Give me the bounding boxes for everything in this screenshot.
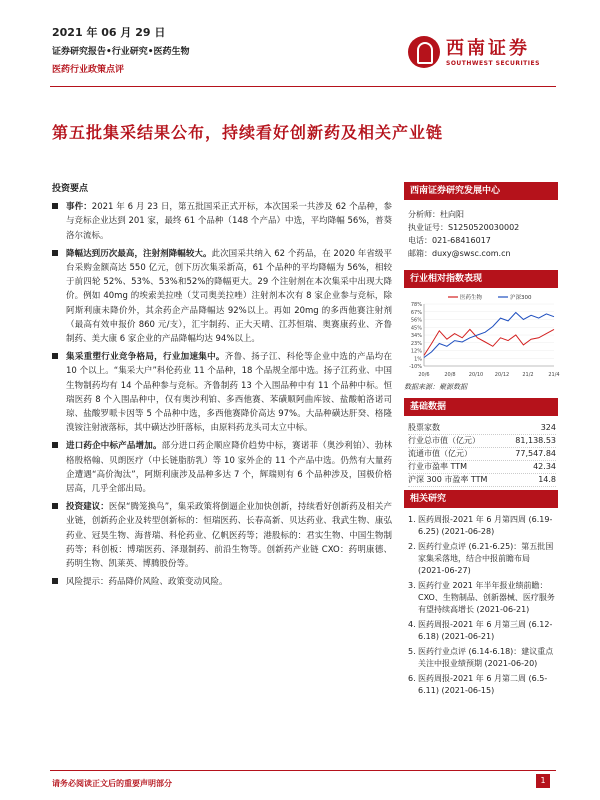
paragraph-lead: 进口药企中标产品增加。 [66,441,162,452]
basic-data-label: 流通市值（亿元） [408,449,472,458]
x-tick-label: 20/8 [444,372,456,378]
chart-source: 数据来源：聚源数据 [404,383,467,391]
y-tick-label: 56% [410,317,422,324]
basic-data-panel [404,398,558,487]
x-tick-label: 21/4 [548,372,560,378]
related-report-link[interactable] [408,646,558,670]
paragraph-text: 部分进口药企顺应降价趋势中标，赛诺菲（奥沙利铂）、勃林格殷格翰、贝朗医疗（中长链脂肪乳）等 10 家外企的 11 个产品中选。仍然有大量药企遭遇“高价淘汰”，阿斯利康涉及品种多达 7 个，辉瑞则有 6 个品种涉及，国极价格居高，几乎全部出局。 [66,441,392,495]
summary-paragraph [52,575,392,589]
paragraph-lead: 集采重塑行业竞争格局，行业加速集中。 [66,352,225,363]
y-tick-label: 45% [410,325,422,332]
paragraph-lead: 事件： [66,202,92,213]
related-report-text: 医药周报-2021 年 6 月第三周 (6.12-6.18) (2021-06-21) [418,620,553,641]
y-tick-label: 34% [410,333,422,339]
logo-text-cn: 西南证券 [446,38,530,59]
summary-paragraph [52,247,392,346]
related-report-number: 5. [408,647,416,656]
legend-label: 医药生物 [460,295,483,301]
basic-data-row [408,461,556,474]
basic-data-label: 股票家数 [408,423,440,432]
analyst-cert: 执业证号：S1250520030002 [408,223,520,232]
analyst-name: 分析师：杜向阳 [408,210,464,219]
related-report-link[interactable] [408,580,558,616]
related-report-text: 医药周报-2021 年 6 月第二周 (6.5-6.11) (2021-06-15) [418,674,548,695]
analyst-box [404,182,558,264]
related-report-link[interactable] [408,673,558,697]
series-line-0 [424,329,554,355]
x-tick-label: 20/10 [468,372,484,378]
basic-data-row [408,474,556,487]
summary-paragraph [52,439,392,496]
bullet-icon [52,503,58,509]
institution-title: 西南证券研究发展中心 [404,182,558,200]
summary-paragraph [52,500,392,571]
basic-data-label: 行业总市值（亿元） [408,436,480,445]
logo-text-en: SOUTHWEST SECURITIES [446,60,540,67]
report-date: 2021 年 06 月 29 日 [52,26,166,39]
y-tick-label: 12% [410,348,422,355]
related-report-link[interactable] [408,619,558,643]
related-report-text: 医药行业 2021 年半年报业绩前瞻：CXO、生物制品、创新器械、医疗服务有望持续高增长 (2021-06-21) [418,581,555,614]
paragraph-text: 此次国采共纳入 62 个药品，在 2020 年省级平台采购金额高达 550 亿元，创下历次集采新高，61 个品种的平均降幅为 56%，相较于前四轮 52%、53%、53%和52%的降幅更大。29 个注射剂在本次集采中出现大降价。例如 40mg 的埃索美拉唑（艾司奥美拉唑）注射剂本次有 8 家企业参与竞标，除阿斯利康未降价外，其余药企产品降幅达 92%以上。再如 20mg 的多西他赛注射剂（最高有效申报价 860 元/支），汇宇制药、正大天晴、江苏恒瑞、奥赛康药业、齐鲁制药、美大康 6 家企业的产品降幅均达 94%以上。 [66,248,392,345]
basic-data-label: 沪深 300 市盈率 TTM [408,475,488,484]
basic-data-row [408,435,556,448]
bullet-icon [52,353,58,359]
bullet-icon [52,442,58,448]
disclaimer-note: 请务必阅读正文后的重要声明部分 [52,779,172,788]
analyst-email[interactable]: 邮箱：duxy@swsc.com.cn [408,249,511,258]
related-report-number: 2. [408,542,416,551]
bullet-icon [52,203,58,209]
investment-summary [52,182,392,593]
related-research-panel [404,490,558,700]
page-number: 1 [536,774,550,788]
footer-divider [50,770,556,771]
summary-heading: 投资要点 [52,184,89,194]
basic-data-row [408,448,556,461]
bullet-icon [52,250,58,256]
basic-data-row [408,422,556,435]
basic-data-value: 324 [540,423,556,432]
index-chart-panel [404,270,558,392]
related-report-link[interactable] [408,541,558,577]
paragraph-lead: 投资建议： [66,502,109,513]
chart-title: 行业相对指数表现 [404,270,558,288]
legend-label: 沪深300 [510,295,532,301]
basic-data-value: 81,138.53 [515,436,556,445]
y-tick-label: 67% [410,309,422,316]
related-report-text: 医药行业点评 (6.21-6.25)：第五批国家集采落地，结合中报前瞻布局 (2021-06-27) [418,542,554,575]
basic-data-value: 77,547.84 [515,449,556,458]
basic-data-title: 基础数据 [404,398,558,416]
paragraph-lead: 降幅达到历次最高，注射剂降幅较大。 [66,248,212,259]
paragraph-text: 2021 年 6 月 23 日，第五批国采正式开标，本次国采一共涉及 62 个品种，参与竞标企业达到 201 家，最终 61 个品种（148 个产品）中选，平均降幅 56%，普葵洛尔流标。 [66,202,392,241]
index-line-chart [404,292,558,378]
related-report-text: 医药行业点评 (6.14-6.18)：建议重点关注中报业绩预期 (2021-06-20) [418,647,554,668]
related-report-number: 1. [408,515,416,524]
y-tick-label: 1% [414,356,422,363]
report-subcategory: 医药行业政策点评 [52,65,125,75]
x-tick-label: 20/6 [418,372,430,378]
y-tick-label: 78% [410,302,422,308]
analyst-phone: 电话：021-68416017 [408,236,491,245]
paragraph-text: 齐鲁、扬子江、科伦等企业中选的产品均在 10 个以上。“集采大户”科伦药业 11 个品种，18 个品规全部中选。扬子江药业、中国生物制药均有 14 个品种参与竞标。齐鲁制药 13 个入围品种中有 11 个品种中标。恒瑞医药 8 个入围品种中，仅有奥沙利铂、多西他赛、苯磺顺阿曲库铵、盐酸帕洛诺司琼、盐酸罗哌卡因等 5 个品种中选，多西他赛降价高达 97%。大品种磺达肝癸、格隆溴铵注射液落标，其中磺达沙肝落标，由原料药龙头司太立中标。 [66,352,392,434]
y-tick-label: 23% [410,340,422,347]
logo-mark-icon [408,36,440,68]
paragraph-text: 风险提示：药品降价风险、政策变动风险。 [66,577,228,588]
paragraph-text: 医保“腾笼换鸟”，集采政策将倒逼企业加快创新，持续看好创新药及相关产业链，创新药企业及转型创新标的：恒瑞医药、长春高新、贝达药业、我武生物、康弘药业、冠昊生物、海普瑞、科伦药业、亿帆医药等；港股标的：君实生物、中国生物制药等；科创板：博瑞医药、泽璟制药、前沿生物等。创新药产业链 CXO：药明康德、药明生物、凯莱英、博腾股份等。 [66,502,392,570]
y-tick-label: -10% [409,364,422,370]
bullet-icon [52,578,58,584]
company-logo [408,34,558,74]
related-report-number: 4. [408,620,416,629]
summary-paragraph [52,200,392,243]
basic-data-value: 14.8 [538,475,556,484]
related-report-number: 6. [408,674,416,683]
related-report-link[interactable] [408,514,558,538]
related-title: 相关研究 [404,490,558,508]
report-category: 证券研究报告•行业研究•医药生物 [52,47,190,57]
report-title: 第五批集采结果公布，持续看好创新药及相关产业链 [52,123,444,142]
basic-data-value: 42.34 [533,462,556,471]
x-tick-label: 20/12 [494,372,510,378]
related-report-text: 医药周报-2021 年 6 月第四周 (6.19-6.25) (2021-06-28) [418,515,553,536]
related-report-number: 3. [408,581,416,590]
header-divider [50,86,556,87]
summary-paragraph [52,350,392,435]
x-tick-label: 21/2 [522,372,534,378]
basic-data-label: 行业市盈率 TTM [408,462,468,471]
